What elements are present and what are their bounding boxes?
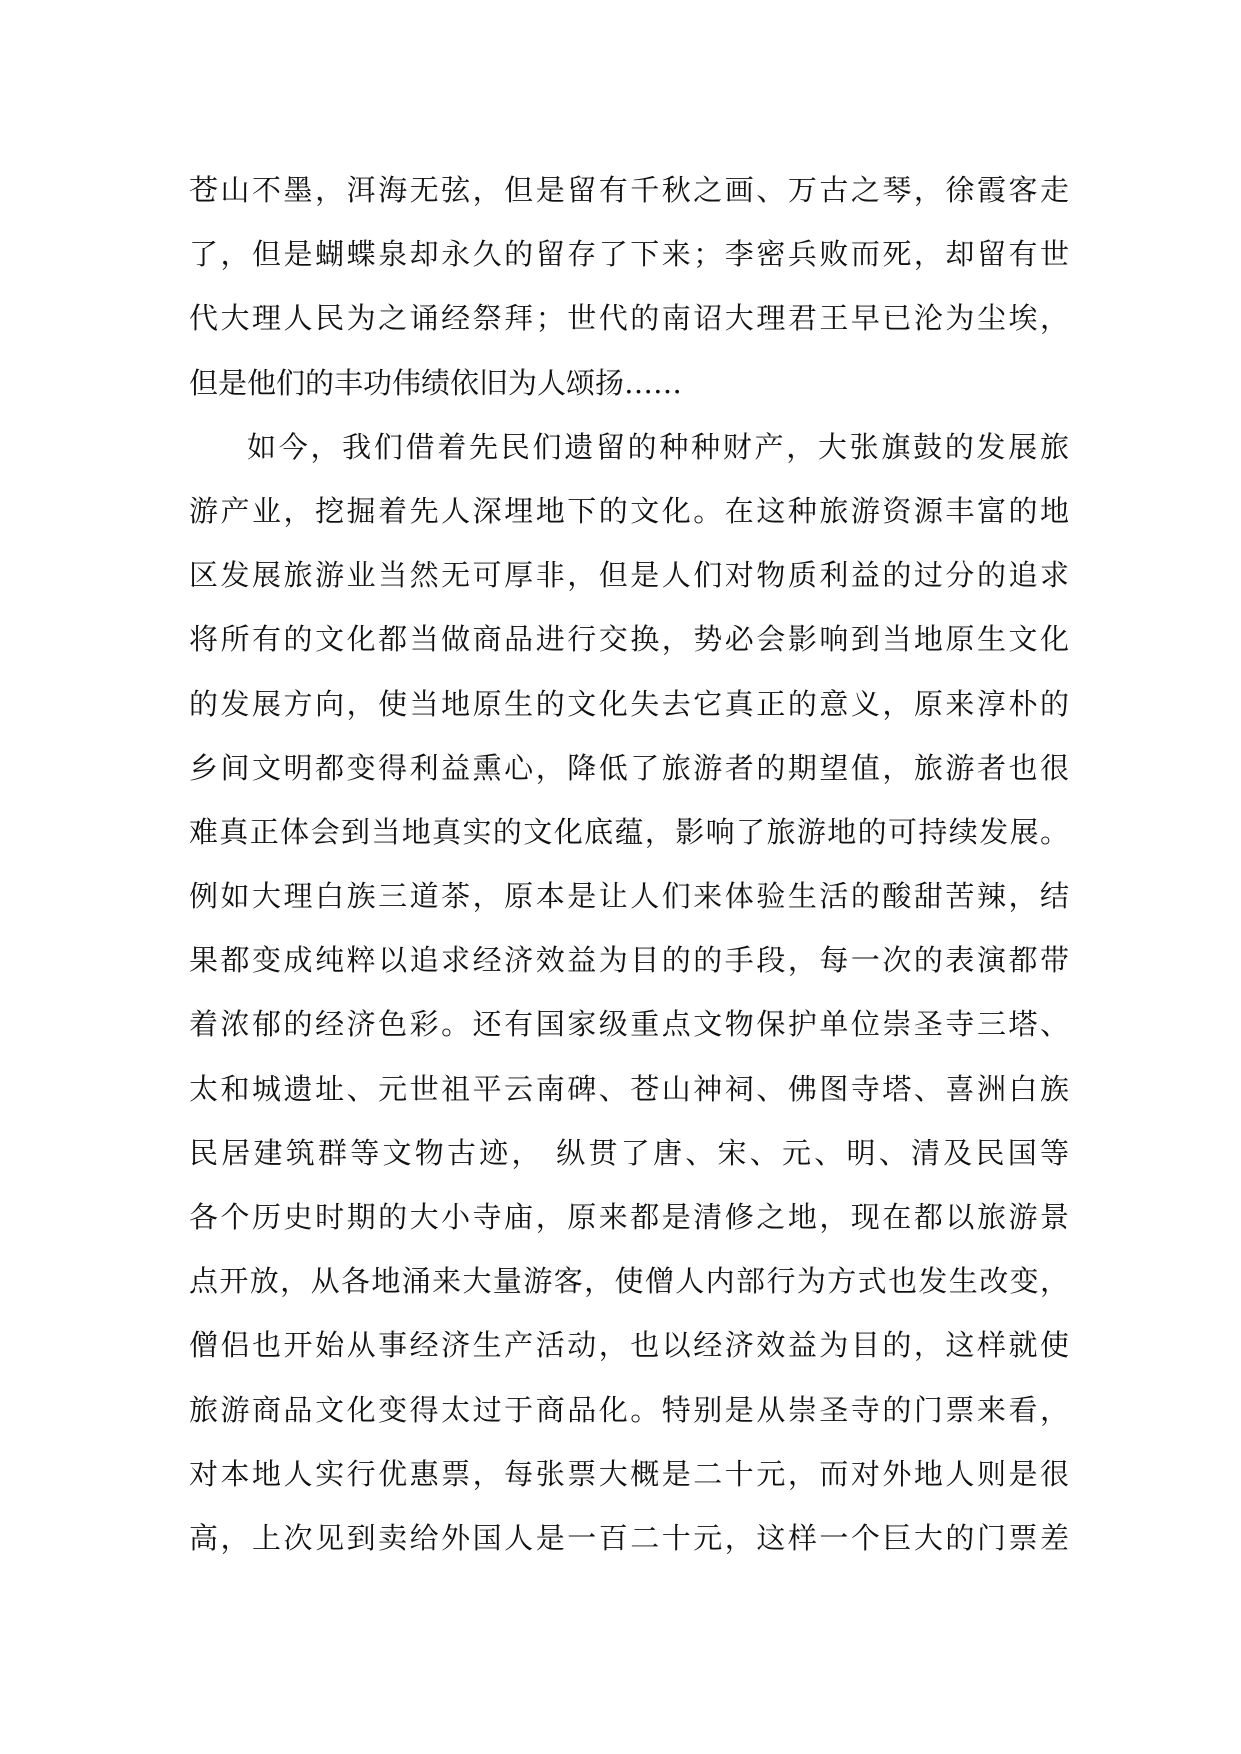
paragraph-1 xyxy=(189,158,1069,415)
text-line: 僧侣也开始从事经济生产活动，也以经济效益为目的，这样就使 xyxy=(189,1328,1069,1363)
text-line: 点开放，从各地涌来大量游客，使僧人内部行为方式也发生改变， xyxy=(189,1264,1069,1299)
text-line: 苍山不墨，洱海无弦，但是留有千秋之画、万古之琴，徐霞客走 xyxy=(189,173,1069,207)
paragraph-2 xyxy=(189,415,1069,1570)
text-line: 高，上次见到卖给外国人是一百二十元，这样一个巨大的门票差 xyxy=(189,1520,1069,1555)
text-line: 乡间文明都变得利益熏心，降低了旅游者的期望值，旅游者也很 xyxy=(189,750,1069,785)
document-body xyxy=(189,158,1069,1570)
text-line: 如今，我们借着先民们遗留的种种财产，大张旗鼓的发展旅 xyxy=(247,429,1069,464)
text-line: 区发展旅游业当然无可厚非，但是人们对物质利益的过分的追求 xyxy=(189,558,1069,593)
text-line: 代大理人民为之诵经祭拜；世代的南诏大理君王早已沦为尘埃， xyxy=(189,301,1069,336)
text-line: 例如大理白族三道茶，原本是让人们来体验生活的酸甜苦辣，结 xyxy=(189,879,1069,914)
text-line: 民居建筑群等文物古迹， 纵贯了唐、宋、元、明、清及民国等 xyxy=(189,1135,1069,1170)
text-line: 果都变成纯粹以追求经济效益为目的的手段，每一次的表演都带 xyxy=(189,943,1069,978)
text-line: 各个历史时期的大小寺庙，原来都是清修之地，现在都以旅游景 xyxy=(189,1200,1069,1234)
text-line: 的发展方向，使当地原生的文化失去它真正的意义，原来淳朴的 xyxy=(189,686,1069,721)
text-line: 但是他们的丰功伟绩依旧为人颂扬…… xyxy=(189,365,683,400)
text-line: 旅游商品文化变得太过于商品化。特别是从崇圣寺的门票来看， xyxy=(189,1392,1069,1427)
text-line: 将所有的文化都当做商品进行交换，势必会影响到当地原生文化 xyxy=(189,622,1069,657)
text-line: 太和城遗址、元世祖平云南碑、苍山神祠、佛图寺塔、喜洲白族 xyxy=(189,1071,1069,1106)
text-line: 了，但是蝴蝶泉却永久的留存了下来；李密兵败而死，却留有世 xyxy=(189,237,1069,272)
text-line: 游产业，挖掘着先人深埋地下的文化。在这种旅游资源丰富的地 xyxy=(189,493,1069,528)
text-line: 对本地人实行优惠票，每张票大概是二十元，而对外地人则是很 xyxy=(189,1456,1069,1491)
text-line: 难真正体会到当地真实的文化底蕴，影响了旅游地的可持续发展。 xyxy=(189,814,1069,849)
text-line: 着浓郁的经济色彩。还有国家级重点文物保护单位崇圣寺三塔、 xyxy=(189,1007,1069,1042)
